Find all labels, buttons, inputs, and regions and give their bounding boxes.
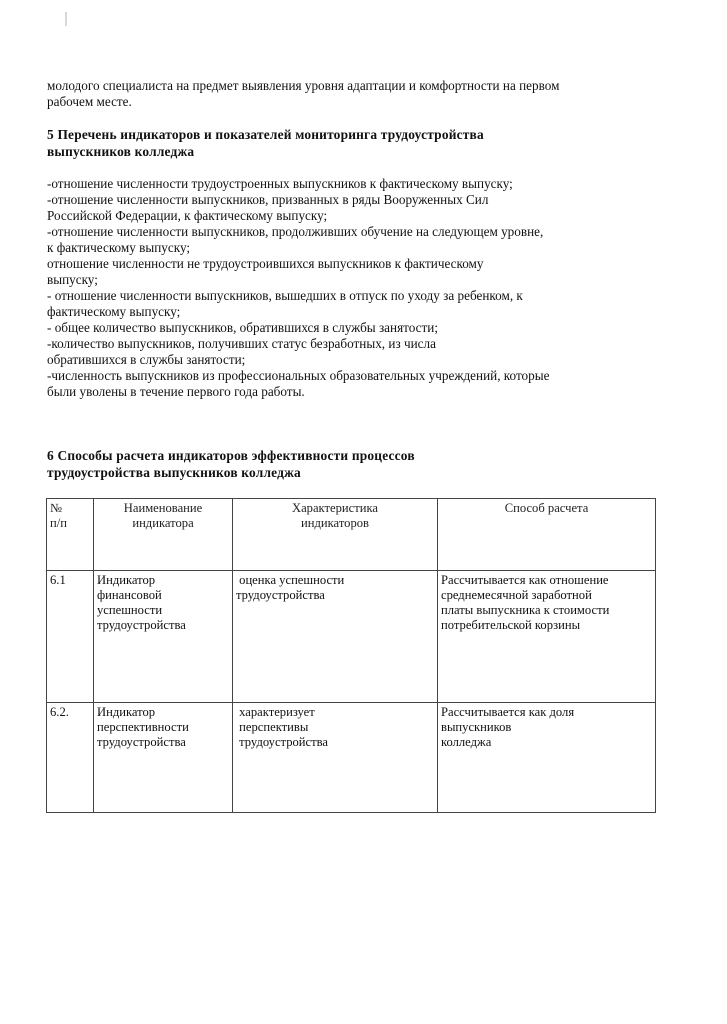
list-item: - отношение численности выпускников, вышедших в отпуск по уходу за ребенком, к фактическому выпуску; <box>47 288 523 319</box>
header-number: № п/п <box>47 499 94 571</box>
list-item: -отношение численности выпускников, призванных в ряды Вооруженных Сил Российской Федерации, к фактическому выпуску; <box>47 192 489 223</box>
list-item: -отношение численности трудоустроенных выпускников к фактическому выпуску; <box>47 176 513 191</box>
row-indicator-name: Индикатор финансовой успешности трудоустройства <box>94 571 233 703</box>
row-number: 6.2. <box>47 703 94 813</box>
section-5-list <box>47 176 657 400</box>
header-characteristic: Характеристика индикаторов <box>233 499 438 571</box>
header-calculation-method: Способ расчета <box>438 499 656 571</box>
intro-paragraph <box>47 78 657 110</box>
intro-line: рабочем месте. <box>47 94 132 109</box>
indicators-table <box>46 498 656 813</box>
heading-line: трудоустройства выпускников колледжа <box>47 464 301 480</box>
row-calculation-method: Рассчитывается как отношение среднемесячной заработной платы выпускника к стоимости потребительской корзины <box>438 571 656 703</box>
row-calculation-method: Рассчитывается как доля выпускников колледжа <box>438 703 656 813</box>
scan-artifact <box>65 12 67 26</box>
intro-line: молодого специалиста на предмет выявления уровня адаптации и комфортности на первом <box>47 78 560 93</box>
table-row <box>47 703 656 813</box>
list-item: -отношение численности выпускников, продолживших обучение на следующем уровне, к фактическому выпуску; <box>47 224 544 255</box>
row-characteristic: оценка успешности трудоустройства <box>233 571 438 703</box>
list-item: отношение численности не трудоустроившихся выпускников к фактическому выпуску; <box>47 256 484 287</box>
heading-line: 6 Способы расчета индикаторов эффективности процессов <box>47 448 415 463</box>
table-header-row <box>47 499 656 571</box>
list-item: -численность выпускников из профессиональных образовательных учреждений, которые были уволены в течение первого года работы. <box>47 368 550 399</box>
row-indicator-name: Индикатор перспективности трудоустройства <box>94 703 233 813</box>
heading-line: выпускников колледжа <box>47 143 195 159</box>
list-item: - общее количество выпускников, обратившихся в службы занятости; <box>47 320 438 335</box>
section-6-heading <box>47 448 657 481</box>
table-row <box>47 571 656 703</box>
header-indicator-name: Наименование индикатора <box>94 499 233 571</box>
row-characteristic: характеризует перспективы трудоустройства <box>233 703 438 813</box>
list-item: -количество выпускников, получивших статус безработных, из числа обратившихся в службы занятости; <box>47 336 436 367</box>
heading-line: 5 Перечень индикаторов и показателей мониторинга трудоустройства <box>47 127 484 142</box>
section-5-heading <box>47 127 657 160</box>
row-number: 6.1 <box>47 571 94 703</box>
